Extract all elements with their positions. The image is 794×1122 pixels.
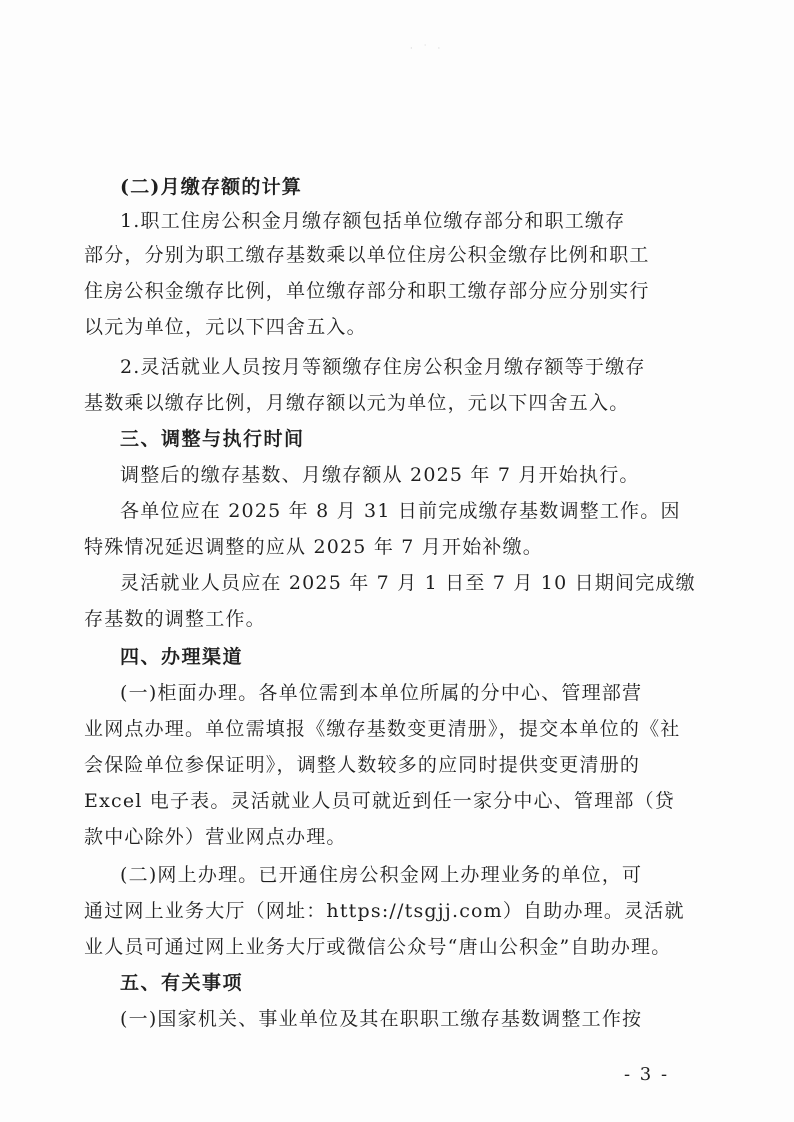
- paragraph-line: [0, 530, 794, 564]
- text-line: 会保险单位参保证明》，调整人数较多的应同时提供变更清册的: [84, 754, 641, 776]
- text-line: 特殊情况延迟调整的应从 2025 年 7 月开始补缴。: [84, 536, 544, 558]
- text-line: 四、办理渠道: [120, 646, 244, 668]
- paragraph-line: [0, 204, 794, 238]
- text-line: 以元为单位，元以下四舍五入。: [84, 316, 367, 338]
- text-line: 各单位应在 2025 年 8 月 31 日前完成缴存基数调整工作。因: [120, 500, 681, 522]
- text-line: (二)月缴存额的计算: [120, 176, 302, 198]
- section-heading: [0, 422, 794, 456]
- paragraph-line: [0, 712, 794, 746]
- paragraph-line: [0, 386, 794, 420]
- text-line: 住房公积金缴存比例，单位缴存部分和职工缴存部分应分别实行: [84, 280, 650, 302]
- paragraph-line: [0, 858, 794, 892]
- text-line: 五、有关事项: [120, 972, 244, 994]
- paragraph-line: [0, 274, 794, 308]
- text-line: 通过网上业务大厅（网址：https://tsgjj.com）自助办理。灵活就: [84, 900, 685, 922]
- paragraph-line: [0, 784, 794, 818]
- text-line: 调整后的缴存基数、月缴存额从 2025 年 7 月开始执行。: [120, 464, 640, 486]
- text-line: 款中心除外）营业网点办理。: [84, 826, 347, 848]
- page-number: - 3 -: [624, 1064, 670, 1085]
- paragraph-line: [0, 566, 794, 600]
- text-line: (一)柜面办理。各单位需到本单位所属的分中心、管理部营: [120, 682, 643, 704]
- section-heading: [0, 966, 794, 1000]
- paragraph-line: [0, 748, 794, 782]
- paragraph-line: [0, 458, 794, 492]
- paragraph-line: [0, 930, 794, 964]
- paragraph-line: [0, 238, 794, 272]
- text-line: 灵活就业人员应在 2025 年 7 月 1 日至 7 月 10 日期间完成缴: [120, 572, 696, 594]
- text-line: (二)网上办理。已开通住房公积金网上办理业务的单位，可: [120, 864, 643, 886]
- paragraph-line: [0, 894, 794, 928]
- paragraph-line: [0, 350, 794, 384]
- scan-speck: · ˙ ·: [410, 44, 445, 53]
- text-line: (一)国家机关、事业单位及其在职职工缴存基数调整工作按: [120, 1008, 643, 1030]
- text-line: 2.灵活就业人员按月等额缴存住房公积金月缴存额等于缴存: [120, 356, 646, 378]
- text-line: 三、调整与执行时间: [120, 428, 305, 450]
- text-line: 部分，分别为职工缴存基数乘以单位住房公积金缴存比例和职工: [84, 244, 650, 266]
- text-line: 业网点办理。单位需填报《缴存基数变更清册》，提交本单位的《社: [84, 718, 681, 740]
- text-line: 存基数的调整工作。: [84, 608, 266, 630]
- text-line: 基数乘以缴存比例，月缴存额以元为单位，元以下四舍五入。: [84, 392, 630, 414]
- section-heading: [0, 170, 794, 204]
- paragraph-line: [0, 820, 794, 854]
- text-line: Excel 电子表。灵活就业人员可就近到任一家分中心、管理部（贷: [84, 790, 675, 812]
- paragraph-line: [0, 494, 794, 528]
- paragraph-line: [0, 602, 794, 636]
- text-line: 业人员可通过网上业务大厅或微信公众号“唐山公积金”自助办理。: [84, 936, 672, 958]
- text-line: 1.职工住房公积金月缴存额包括单位缴存部分和职工缴存: [120, 210, 626, 232]
- paragraph-line: [0, 1002, 794, 1036]
- section-heading: [0, 640, 794, 674]
- paragraph-line: [0, 676, 794, 710]
- paragraph-line: [0, 310, 794, 344]
